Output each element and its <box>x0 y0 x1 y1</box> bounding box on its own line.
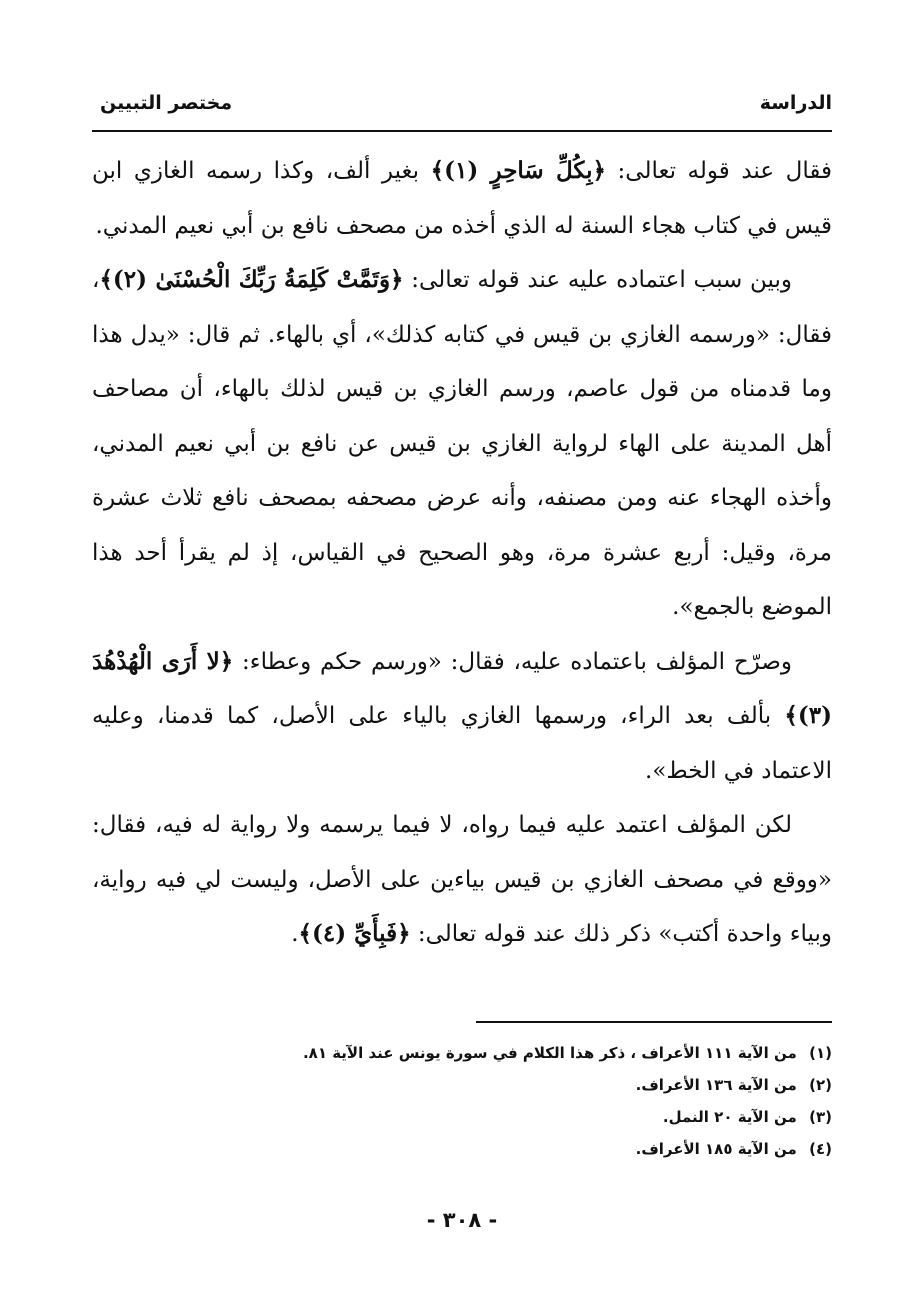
page-number: - ٣٠٨ - <box>426 1208 498 1232</box>
main-text <box>92 144 832 962</box>
paragraph <box>92 144 832 253</box>
footnote-number: (٢) <box>809 1076 832 1094</box>
chapter-title: الدراسة <box>759 92 832 114</box>
footnote-item <box>92 1101 832 1133</box>
paragraph-text: ، فقال: «ورسمه الغازي بن قيس في كتابه كذلك»، أي بالهاء. ثم قال: «يدل هذا وما قدمناه من قول عاصم، ورسم الغازي بن قيس لذلك بالهاء، أن مصاحف أهل المدينة على الهاء لرواية الغازي بن قيس عن نافع بن أبي نعيم المدني، وأخذه الهجاء عنه ومن مصنفه، وأنه عرض مصحفه بمصحف نافع ثلاث عشرة مرة، وقيل: أربع عشرة مرة، وهو الصحيح في القياس، إذ لم يقرأ أحد هذا الموضع بالجمع». <box>92 267 832 620</box>
paragraph-text: فقال عند قوله تعالى: <box>605 158 832 184</box>
paragraph-text: وبين سبب اعتماده عليه عند قوله تعالى: <box>403 267 792 293</box>
quran-quote: ﴿لا أَرَى الْهُدْهُدَ (٣)﴾ <box>92 647 832 729</box>
footnote-item <box>92 1037 832 1069</box>
quran-quote: ﴿فَبِأَيِّ (٤)﴾ <box>298 920 411 947</box>
footnote-text: من الآية ١١١ الأعراف ، ذكر هذا الكلام في سورة يونس عند الآية ٨١. <box>302 1044 797 1062</box>
book-title: مختصر التبيين <box>100 92 233 114</box>
paragraph-text: بألف بعد الراء، ورسمها الغازي بالياء على الأصل، كما قدمنا، وعليه الاعتماد في الخط». <box>92 703 832 784</box>
footnote-item <box>92 1069 832 1101</box>
footnote-divider <box>476 1021 832 1023</box>
footnote-number: (٣) <box>809 1108 832 1126</box>
header-divider <box>92 130 832 132</box>
quran-quote: ﴿بِكُلِّ سَاحِرٍ (١)﴾ <box>430 157 606 184</box>
paragraph-text: لكن المؤلف اعتمد عليه فيما رواه، لا فيما يرسمه ولا رواية له فيه، فقال: «ووقع في مصحف الغازي بن قيس بياءين على الأصل، وليست لي فيه رواية، وبياء واحدة أكتب» ذكر ذلك عند قوله تعالى: <box>92 812 832 947</box>
book-page <box>92 80 832 1280</box>
footnotes <box>92 1037 832 1165</box>
paragraph <box>92 635 832 799</box>
quran-quote: ﴿وَتَمَّتْ كَلِمَةُ رَبِّكَ الْحُسْنَىٰ (٢)﴾ <box>99 266 404 293</box>
footnote-number: (٤) <box>809 1140 832 1158</box>
footnote-text: من الآية ١٨٥ الأعراف. <box>635 1140 797 1158</box>
footnote-number: (١) <box>809 1044 832 1062</box>
footnote-text: من الآية ٢٠ النمل. <box>662 1108 797 1126</box>
paragraph-text: بغير ألف، وكذا رسمه الغازي ابن قيس في كتاب هجاء السنة له الذي أخذه من مصحف نافع بن أبي نعيم المدني. <box>92 158 832 239</box>
paragraph <box>92 253 832 635</box>
footnote-item <box>92 1133 832 1165</box>
paragraph <box>92 798 832 962</box>
paragraph-text: وصرّح المؤلف باعتماده عليه، فقال: «ورسم حكم وعطاء: <box>233 648 792 675</box>
running-header <box>92 88 832 122</box>
paragraph-text: . <box>291 921 299 947</box>
footnote-text: من الآية ١٣٦ الأعراف. <box>635 1076 797 1094</box>
